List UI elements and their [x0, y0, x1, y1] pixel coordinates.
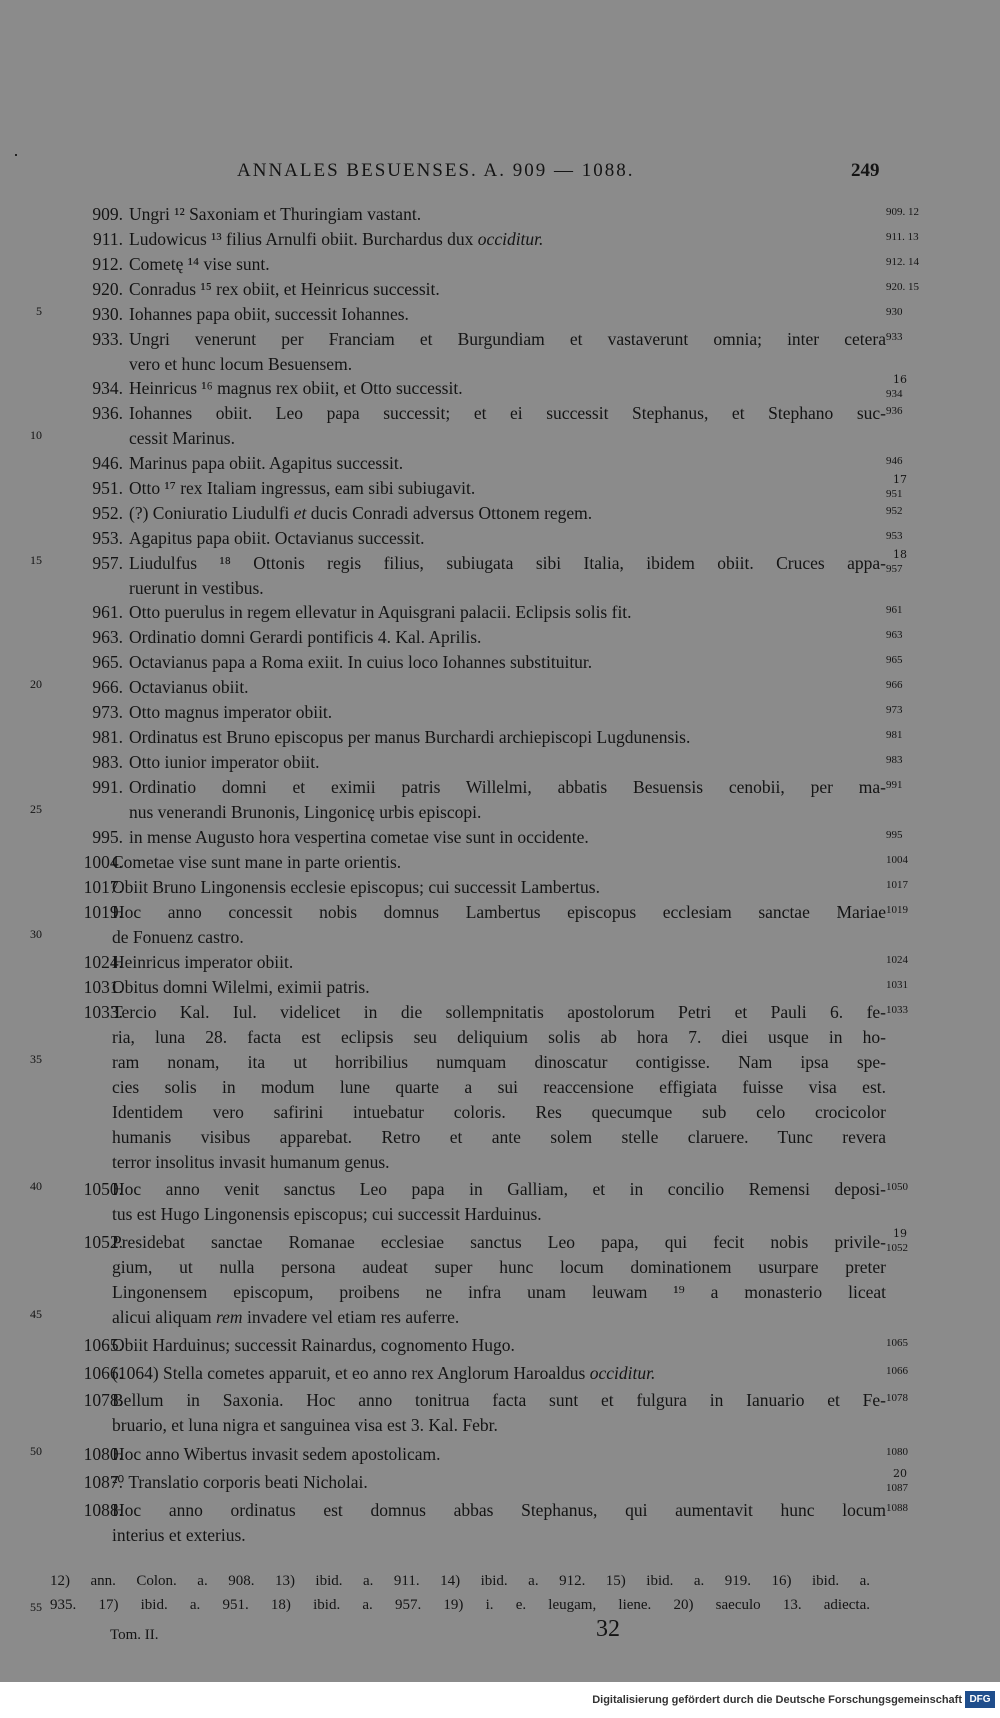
entry-text — [129, 625, 886, 650]
entry-line: humanis visibus apparebat. Retro et ante solem stelle claruere. Tunc revera — [112, 1127, 886, 1147]
entry-line: Agapitus papa obiit. Octavianus successit. — [129, 528, 425, 548]
line-number: 45 — [30, 1307, 42, 1321]
entry-text — [112, 1388, 886, 1438]
banner-text: Digitalisierung gefördert durch die Deutsche Forschungsgemeinschaft — [592, 1694, 962, 1706]
entry-line: terror insolitus invasit humanum genus. — [112, 1152, 390, 1172]
entry-text — [129, 501, 886, 526]
margin-year: 973 — [886, 704, 903, 716]
entry-line: cies solis in modum lune quarte a sui reaccensione effigiata fuisse visa est. — [112, 1077, 886, 1097]
entry-line: Hoc anno ordinatus est domnus abbas Stephanus, qui aumentavit hunc locum — [112, 1500, 886, 1520]
line-number: 40 — [30, 1179, 42, 1193]
entry-line: ²⁰ Translatio corporis beati Nicholai. — [112, 1472, 368, 1492]
entry-text — [129, 302, 886, 327]
entry-line: tus est Hugo Lingonensis episcopus; cui successit Harduinus. — [112, 1204, 542, 1224]
entry-line: Marinus papa obiit. Agapitus successit. — [129, 453, 404, 473]
entry-year: 946. — [92, 453, 123, 473]
entry-line: Bellum in Saxonia. Hoc anno tonitrua facta sunt et fulgura in Ianuario et Fe- — [112, 1390, 886, 1410]
margin-year: 1065 — [886, 1337, 908, 1349]
margin-year: 1050 — [886, 1181, 908, 1193]
entry-text — [129, 551, 886, 601]
entry-text — [112, 1470, 886, 1495]
entry-line: (?) Coniuratio Liudulfi et ducis Conradi adversus Ottonem regem. — [129, 503, 593, 523]
entry-line: Heinricus ¹⁶ magnus rex obiit, et Otto successit. — [129, 378, 463, 398]
entry-line: Cometę ¹⁴ vise sunt. — [129, 254, 270, 274]
entry-line: Otto ¹⁷ rex Italiam ingressus, eam sibi subiugavit. — [129, 478, 476, 498]
entry-year: 936. — [92, 403, 123, 423]
entry-text — [112, 1498, 886, 1548]
entry-text — [112, 1230, 886, 1330]
footnote-line-1: 12) ann. Colon. a. 908. 13) ibid. a. 911. 14) ibid. a. 912. 15) ibid. a. 919. 16) ibid. a. — [50, 1573, 870, 1589]
entry-text — [129, 750, 886, 775]
entry-line: Hoc anno Wibertus invasit sedem apostolicam. — [112, 1444, 441, 1464]
entry-year: 981. — [92, 727, 123, 747]
line-number: 55 — [30, 1600, 42, 1614]
entry-year: 1031. — [83, 977, 123, 997]
line-number: 20 — [30, 677, 42, 691]
entry-line: Liudulfus ¹⁸ Ottonis regis filius, subiugata sibi Italia, ibidem obiit. Cruces appa- — [129, 553, 886, 573]
margin-year: 936 — [886, 405, 903, 417]
entry-text — [112, 850, 886, 875]
entry-text — [129, 327, 886, 377]
volume-signature: Tom. II. — [110, 1627, 159, 1643]
entry-line: Hoc anno concessit nobis domnus Lambertus episcopus ecclesiam sanctae Mariae — [112, 902, 886, 922]
entry-year: 973. — [92, 702, 123, 722]
entry-line: Obiit Bruno Lingonensis ecclesie episcopus; cui successit Lambertus. — [112, 877, 600, 897]
dfg-logo-icon: DFG — [965, 1691, 995, 1708]
entry-text — [112, 1442, 886, 1467]
line-number: 25 — [30, 802, 42, 816]
entry-line: Ordinatio domni et eximii patris Willelmi, abbatis Besuensis cenobii, per ma- — [129, 777, 886, 797]
entry-year: 957. — [92, 553, 123, 573]
entry-year: 1050. — [83, 1179, 123, 1199]
margin-year: 1019 — [886, 904, 908, 916]
entry-line: nus venerandi Brunonis, Lingonicę urbis episcopi. — [129, 802, 482, 822]
margin-year: 1024 — [886, 954, 908, 966]
entry-year: 953. — [92, 528, 123, 548]
margin-year: 953 — [886, 530, 903, 542]
entry-year: 1078. — [83, 1390, 123, 1410]
entry-year: 1088. — [83, 1500, 123, 1520]
entry-text — [129, 476, 886, 501]
entry-year: 1065. — [83, 1335, 123, 1355]
entry-line: Presidebat sanctae Romanae ecclesiae sanctus Leo papa, qui fecit nobis privile- — [112, 1232, 886, 1252]
entry-year: 1087. — [83, 1472, 123, 1492]
entry-year: 1004. — [83, 852, 123, 872]
margin-year: 957 — [886, 563, 903, 575]
entry-line: vero et hunc locum Besuensem. — [129, 354, 353, 374]
margin-year: 1017 — [886, 879, 908, 891]
entry-line: Hoc anno venit sanctus Leo papa in Galliam, et in concilio Remensi deposi- — [112, 1179, 886, 1199]
entry-year: 1052. — [83, 1232, 123, 1252]
line-number: 10 — [30, 428, 42, 442]
entry-line: Lingonensem episcopum, proibens ne infra unam leuwam ¹⁹ a monasterio liceat — [112, 1282, 886, 1302]
entry-year: 930. — [92, 304, 123, 324]
header-title: ANNALES BESUENSES. A. 909 — 1088. — [237, 160, 635, 181]
entry-line: Iohannes papa obiit, successit Iohannes. — [129, 304, 409, 324]
scan-speck — [15, 154, 17, 156]
margin-year: 995 — [886, 829, 903, 841]
entry-line: Ungri ¹² Saxoniam et Thuringiam vastant. — [129, 204, 422, 224]
margin-year: 1031 — [886, 979, 908, 991]
entry-line: Iohannes obiit. Leo papa successit; et ei successit Stephanus, et Stephano suc- — [129, 403, 886, 423]
entry-line: Ordinatus est Bruno episcopus per manus Burchardi archiepiscopi Lugdunensis. — [129, 727, 691, 747]
margin-footnote-ref: 20 — [893, 1467, 907, 1480]
entry-year: 963. — [92, 627, 123, 647]
entry-year: 961. — [92, 602, 123, 622]
margin-footnote-ref: 18 — [893, 548, 907, 561]
margin-year: 1087 — [886, 1482, 908, 1494]
entry-text — [112, 875, 886, 900]
margin-year: 952 — [886, 505, 903, 517]
entry-text — [129, 451, 886, 476]
entry-line: ria, luna 28. facta est eclipsis seu deliquium solis ab hora 7. diei usque in ho- — [112, 1027, 886, 1047]
sheet-signature: 32 — [596, 1616, 620, 1642]
line-number: 15 — [30, 553, 42, 567]
margin-year: 965 — [886, 654, 903, 666]
margin-year: 1066 — [886, 1365, 908, 1377]
entry-line: alicui aliquam rem invadere vel etiam res auferre. — [112, 1307, 460, 1327]
entry-line: cessit Marinus. — [129, 428, 235, 448]
entry-text — [129, 700, 886, 725]
entry-text — [112, 1177, 886, 1227]
entry-year: 912. — [92, 254, 123, 274]
running-header — [0, 160, 1000, 186]
line-number: 35 — [30, 1052, 42, 1066]
entry-year: 1024. — [83, 952, 123, 972]
entry-year: 1019. — [83, 902, 123, 922]
entry-year: 995. — [92, 827, 123, 847]
entry-text — [129, 775, 886, 825]
entry-year: 983. — [92, 752, 123, 772]
entry-line: Ordinatio domni Gerardi pontificis 4. Kal. Aprilis. — [129, 627, 482, 647]
entry-text — [112, 975, 886, 1000]
margin-year: 963 — [886, 629, 903, 641]
entry-line: Ungri venerunt per Franciam et Burgundiam et vastaverunt omnia; inter cetera — [129, 329, 886, 349]
margin-year: 951 — [886, 488, 903, 500]
entry-text — [129, 725, 886, 750]
entry-text — [129, 650, 886, 675]
entry-text — [112, 1333, 886, 1358]
margin-year: 920. 15 — [886, 281, 919, 293]
entry-year: 951. — [92, 478, 123, 498]
entry-line: ram nonam, ita ut horribilius numquam dinoscatur contigisse. Nam ipsa spe- — [112, 1052, 886, 1072]
entry-year: 952. — [92, 503, 123, 523]
entry-line: Heinricus imperator obiit. — [112, 952, 294, 972]
margin-year: 911. 13 — [886, 231, 919, 243]
entry-line: (1064) Stella cometes apparuit, et eo anno rex Anglorum Haroaldus occiditur. — [112, 1363, 656, 1383]
margin-footnote-ref: 17 — [893, 473, 907, 486]
entry-line: Otto puerulus in regem ellevatur in Aquisgrani palacii. Eclipsis solis fit. — [129, 602, 632, 622]
entry-line: Otto magnus imperator obiit. — [129, 702, 333, 722]
entry-text — [129, 675, 886, 700]
entry-year: 965. — [92, 652, 123, 672]
entry-line: gium, ut nulla persona audeat super hunc locum dominationem usurpare preter — [112, 1257, 886, 1277]
line-number: 50 — [30, 1444, 42, 1458]
entry-line: Cometae vise sunt mane in parte orientis. — [112, 852, 402, 872]
margin-footnote-ref: 16 — [893, 373, 907, 386]
entry-year: 1080. — [83, 1444, 123, 1464]
entry-year: 991. — [92, 777, 123, 797]
margin-year: 1033 — [886, 1004, 908, 1016]
entry-year: 934. — [92, 378, 123, 398]
entry-line: in mense Augusto hora vespertina cometae vise sunt in occidente. — [129, 827, 589, 847]
entry-text — [112, 950, 886, 975]
page-number: 249 — [851, 160, 880, 181]
entry-year: 920. — [92, 279, 123, 299]
entry-year: 1017. — [83, 877, 123, 897]
entry-line: Octavianus obiit. — [129, 677, 249, 697]
entry-line: Tercio Kal. Iul. videlicet in die sollempnitatis apostolorum Petri et Pauli 6. fe- — [112, 1002, 886, 1022]
entry-line: de Fonuenz castro. — [112, 927, 244, 947]
margin-year: 961 — [886, 604, 903, 616]
entry-year: 911. — [93, 229, 123, 249]
funding-banner — [0, 1682, 1000, 1718]
entry-line: Identidem vero safirini intuebatur coloris. Res quecumque sub celo crocicolor — [112, 1102, 886, 1122]
entry-line: Obitus domni Wilelmi, eximii patris. — [112, 977, 370, 997]
entry-year: 909. — [92, 204, 123, 224]
margin-year: 991 — [886, 779, 903, 791]
margin-year: 1080 — [886, 1446, 908, 1458]
entry-text — [112, 900, 886, 950]
margin-year: 946 — [886, 455, 903, 467]
entry-line: Otto iunior imperator obiit. — [129, 752, 320, 772]
entry-line: Obiit Harduinus; successit Rainardus, cognomento Hugo. — [112, 1335, 515, 1355]
entry-text — [129, 277, 886, 302]
footnote-line-2: 935. 17) ibid. a. 951. 18) ibid. a. 957. 19) i. e. leugam, liene. 20) saeculo 13. adiecta. — [50, 1597, 870, 1613]
entry-line: interius et exterius. — [112, 1525, 246, 1545]
margin-year: 1088 — [886, 1502, 908, 1514]
entry-line: Octavianus papa a Roma exiit. In cuius loco Iohannes substituitur. — [129, 652, 593, 672]
entry-line: Ludowicus ¹³ filius Arnulfi obiit. Burchardus dux occiditur. — [129, 229, 544, 249]
entry-text — [112, 1000, 886, 1175]
entry-text — [129, 376, 886, 401]
margin-year: 1004 — [886, 854, 908, 866]
line-number: 30 — [30, 927, 42, 941]
margin-year: 981 — [886, 729, 903, 741]
margin-year: 909. 12 — [886, 206, 919, 218]
entry-text — [129, 252, 886, 277]
margin-year: 933 — [886, 331, 903, 343]
entry-text — [129, 227, 886, 252]
entry-line: Conradus ¹⁵ rex obiit, et Heinricus successit. — [129, 279, 440, 299]
entry-year: 1033. — [83, 1002, 123, 1022]
entry-year: 966. — [92, 677, 123, 697]
entry-text — [129, 526, 886, 551]
entry-year: 1066. — [83, 1363, 123, 1383]
entry-text — [129, 600, 886, 625]
entry-text — [129, 202, 886, 227]
entry-line: ruerunt in vestibus. — [129, 578, 264, 598]
margin-year: 912. 14 — [886, 256, 919, 268]
entry-text — [112, 1361, 886, 1386]
entry-year: 933. — [92, 329, 123, 349]
entry-line: bruario, et luna nigra et sanguinea visa est 3. Kal. Febr. — [112, 1415, 498, 1435]
margin-year: 1052 — [886, 1242, 908, 1254]
line-number: 5 — [36, 304, 42, 318]
entry-text — [129, 825, 886, 850]
margin-year: 983 — [886, 754, 903, 766]
margin-footnote-ref: 19 — [893, 1227, 907, 1240]
margin-year: 930 — [886, 306, 903, 318]
margin-year: 934 — [886, 388, 903, 400]
entry-text — [129, 401, 886, 451]
margin-year: 966 — [886, 679, 903, 691]
margin-year: 1078 — [886, 1392, 908, 1404]
